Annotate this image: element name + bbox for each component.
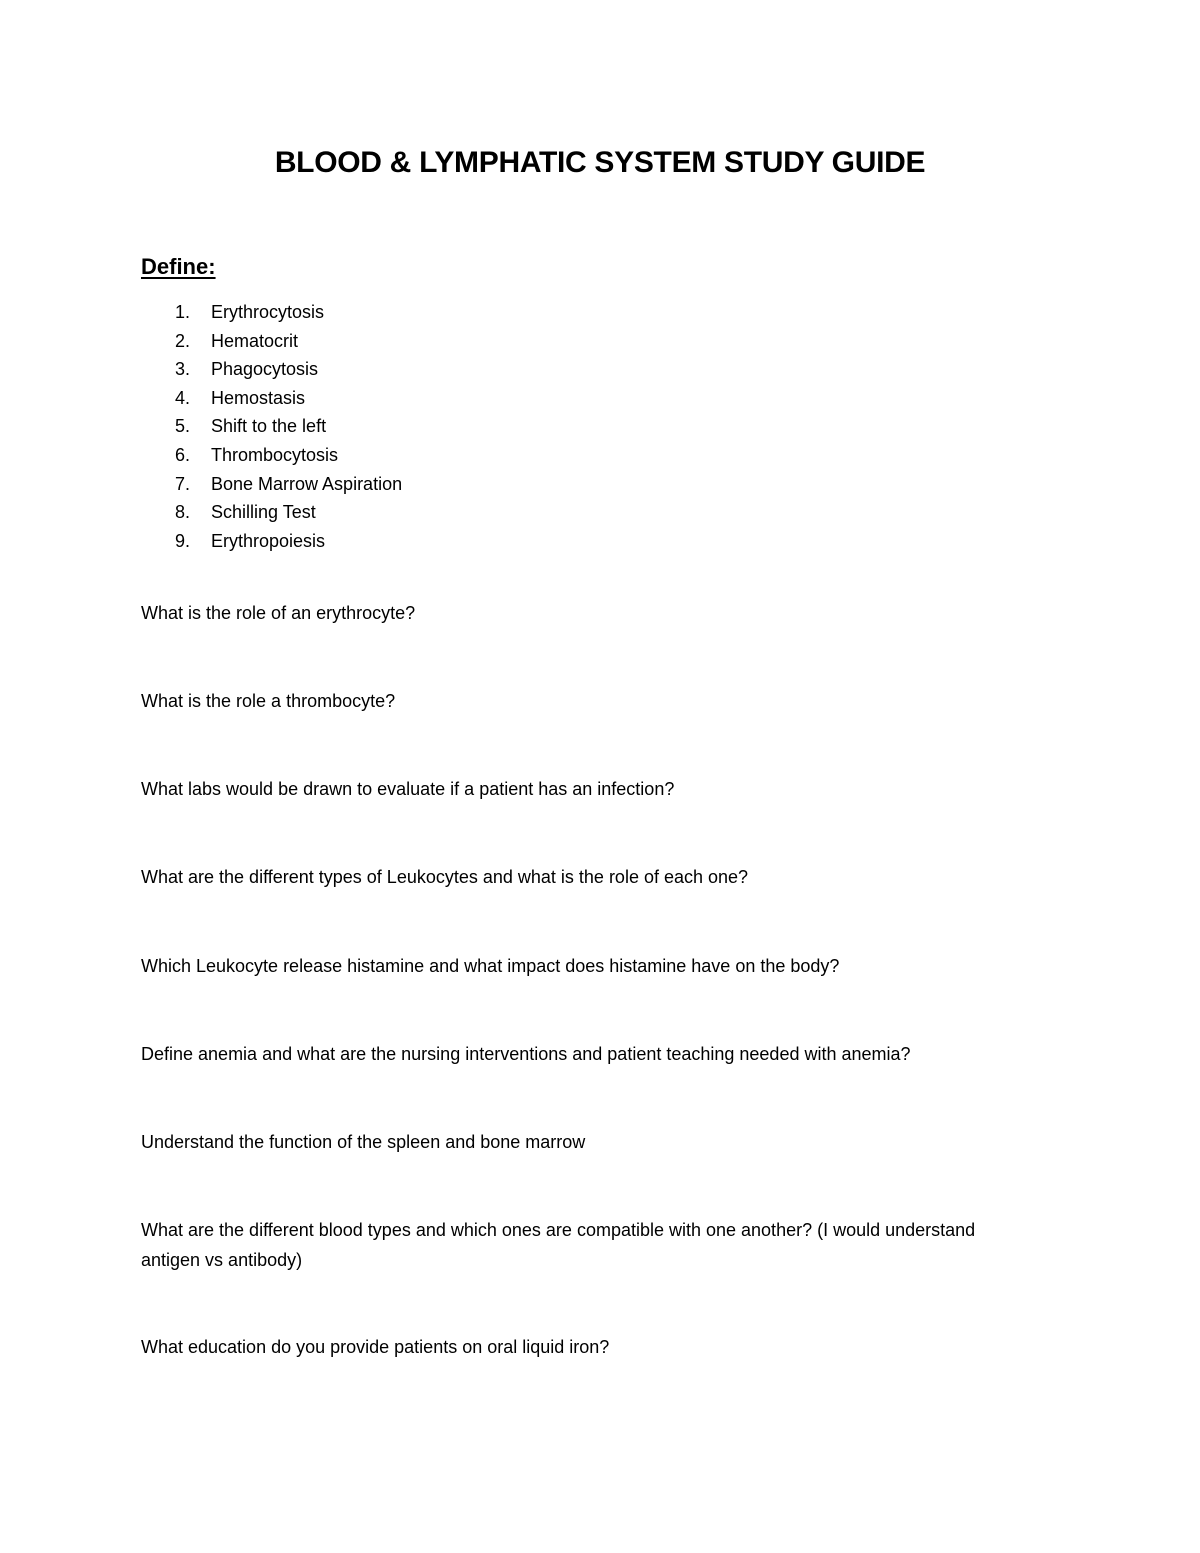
- list-item-number: 2.: [175, 330, 191, 351]
- list-item-term: Erythropoiesis: [211, 530, 326, 551]
- question-infection-labs: What labs would be drawn to evaluate if a patient has an infection?: [141, 779, 675, 799]
- list-item-number: 4.: [175, 387, 191, 408]
- question-spleen-marrow: Understand the function of the spleen and bone marrow: [141, 1132, 586, 1152]
- question-thrombocyte-role: What is the role a thrombocyte?: [141, 691, 396, 711]
- question-erythrocyte-role: What is the role of an erythrocyte?: [141, 603, 416, 623]
- question-liquid-iron: What education do you provide patients on oral liquid iron?: [141, 1337, 610, 1357]
- list-item-term: Bone Marrow Aspiration: [211, 473, 403, 494]
- list-item-number: 6.: [175, 444, 191, 465]
- list-item-term: Hemostasis: [211, 387, 306, 408]
- list-item-term: Erythrocytosis: [211, 302, 325, 322]
- list-item-number: 1.: [175, 302, 191, 322]
- list-item-number: 3.: [175, 359, 191, 380]
- list-item-term: Shift to the left: [211, 416, 327, 437]
- question-histamine: Which Leukocyte release histamine and what impact does histamine have on the body?: [141, 956, 840, 976]
- list-item-number: 9.: [175, 530, 191, 551]
- page-title: BLOOD & LYMPHATIC SYSTEM STUDY GUIDE: [274, 146, 926, 179]
- list-item-term: Phagocytosis: [211, 359, 319, 380]
- list-item-term: Schilling Test: [211, 502, 316, 523]
- list-item-number: 8.: [175, 502, 191, 523]
- define-heading: Define:: [141, 254, 216, 279]
- question-anemia: Define anemia and what are the nursing interventions and patient teaching needed with anemia?: [141, 1044, 911, 1064]
- list-item-number: 7.: [175, 473, 191, 494]
- list-item-term: Hematocrit: [211, 330, 299, 351]
- question-blood-types: What are the different blood types and which ones are compatible with one another? (I would understand antigen vs antibody): [141, 1220, 976, 1270]
- list-item-number: 5.: [175, 416, 191, 437]
- question-leukocyte-types: What are the different types of Leukocytes and what is the role of each one?: [141, 867, 749, 887]
- list-item-term: Thrombocytosis: [211, 444, 339, 465]
